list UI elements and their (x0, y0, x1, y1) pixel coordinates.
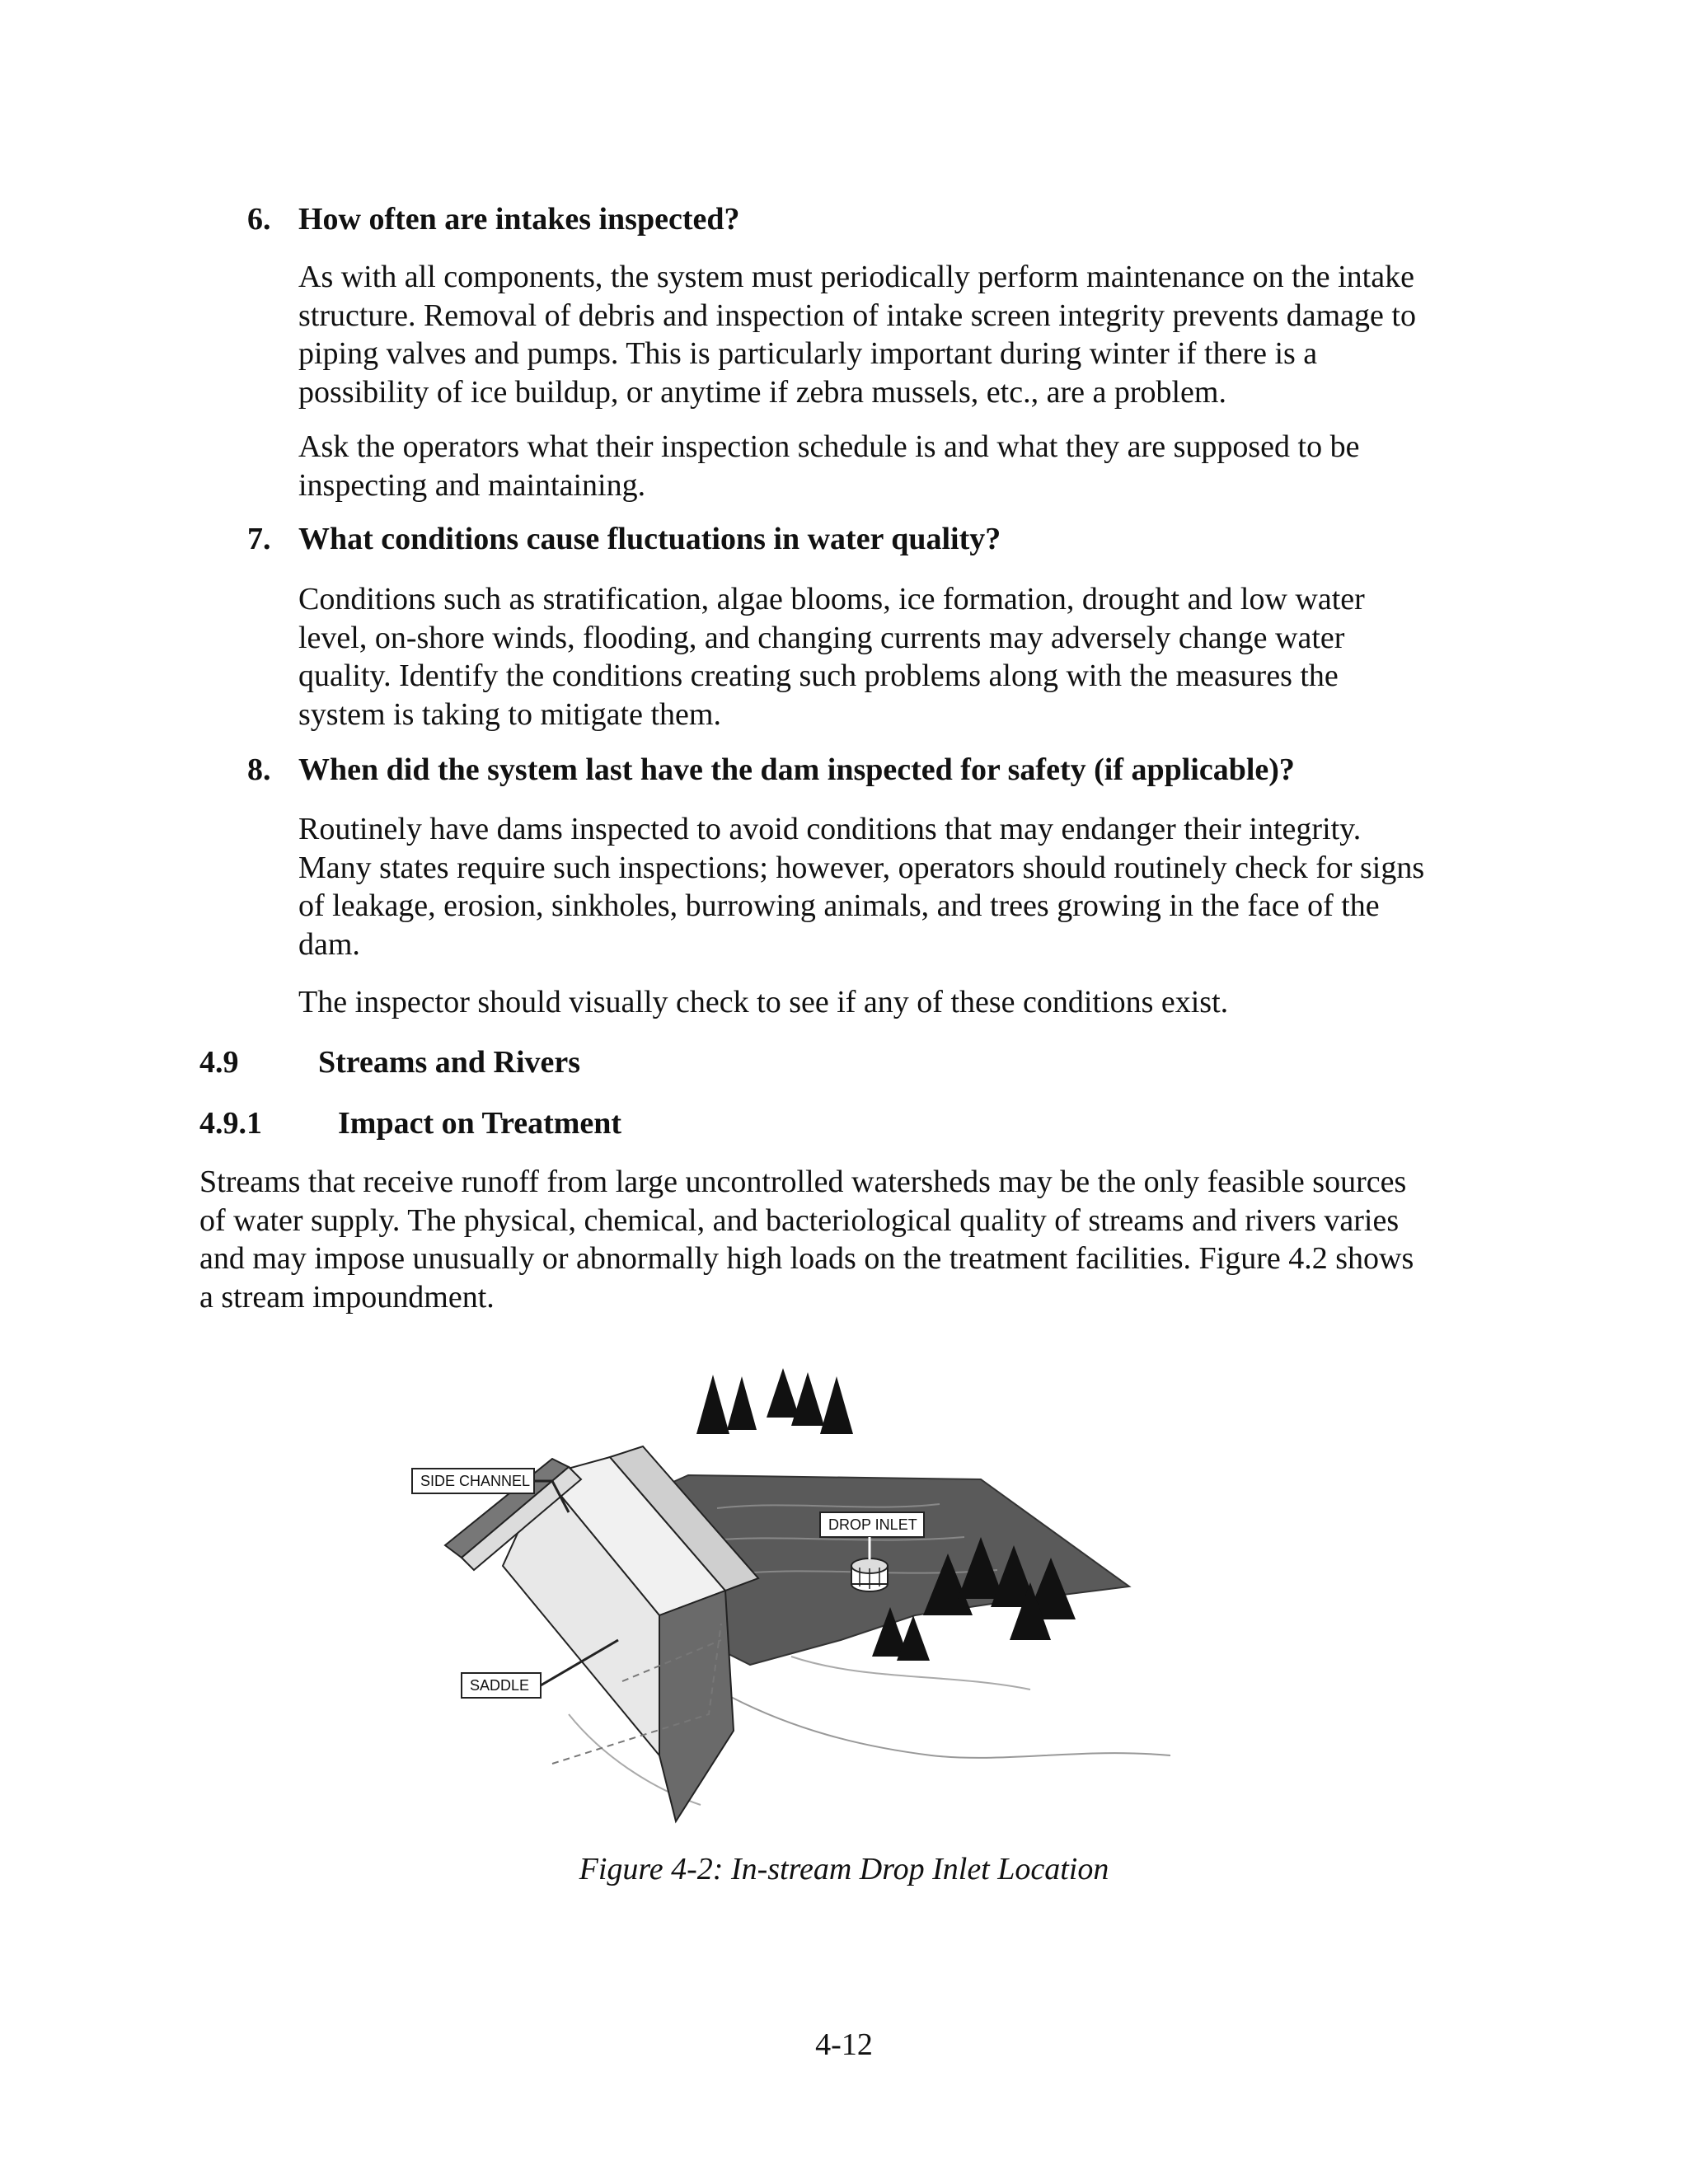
question-8-paragraph-2 (298, 983, 1502, 1022)
ground-contour (717, 1690, 1170, 1758)
text-line: level, on-shore winds, flooding, and changing currents may adversely change water (298, 620, 1345, 655)
text-line: The inspector should visually check to see if any of these conditions exist. (298, 985, 1229, 1019)
text-line: system is taking to mitigate them. (298, 696, 721, 732)
dam-face-right (659, 1591, 734, 1821)
saddle-label: SADDLE (470, 1677, 530, 1694)
section-title: Streams and Rivers (318, 1045, 581, 1080)
text-line: Streams that receive runoff from large uncontrolled watersheds may be the only feasible sources (199, 1165, 1407, 1199)
drop-inlet-structure (851, 1558, 888, 1591)
body-paragraph (199, 1163, 1518, 1316)
question-title: When did the system last have the dam inspected for safety (if applicable)? (298, 752, 1295, 787)
question-7-paragraph-1 (298, 580, 1502, 733)
question-number: 7. (247, 522, 271, 556)
text-line: possibility of ice buildup, or anytime if zebra mussels, etc., are a problem. (298, 374, 1226, 410)
dam-illustration (404, 1368, 1286, 1830)
text-line: quality. Identify the conditions creating such problems along with the measures the (298, 658, 1339, 693)
page-number: 4-12 (815, 2027, 873, 2062)
drop-inlet-label: DROP INLET (828, 1516, 917, 1533)
text-line: Routinely have dams inspected to avoid conditions that may endanger their integrity. (298, 812, 1362, 846)
text-line: structure. Removal of debris and inspection of intake screen integrity prevents damage to (298, 298, 1416, 333)
question-8-paragraph-1 (298, 810, 1502, 963)
figure-drop-inlet (404, 1368, 1286, 1830)
figure-caption: Figure 4-2: In-stream Drop Inlet Location (579, 1852, 1109, 1886)
question-number: 6. (247, 202, 271, 237)
subsection-title: Impact on Treatment (338, 1106, 622, 1141)
text-line: piping valves and pumps. This is particularly important during winter if there is a (298, 336, 1318, 371)
question-6-paragraph-1 (298, 258, 1502, 411)
text-line: Many states require such inspections; however, operators should routinely check for signs (298, 850, 1425, 885)
text-line: of water supply. The physical, chemical, and bacteriological quality of streams and rivers varies (199, 1202, 1400, 1238)
text-line: and may impose unusually or abnormally high loads on the treatment facilities. Figure 4.2 shows (199, 1241, 1414, 1276)
text-line: As with all components, the system must periodically perform maintenance on the intake (298, 260, 1414, 294)
text-line: Ask the operators what their inspection schedule is and what they are supposed to be (298, 429, 1360, 464)
text-line: inspecting and maintaining. (298, 467, 646, 503)
subsection-number: 4.9.1 (199, 1106, 262, 1141)
section-number: 4.9 (199, 1045, 239, 1080)
text-line: Conditions such as stratification, algae blooms, ice formation, drought and low water (298, 582, 1365, 616)
text-line: dam. (298, 926, 360, 962)
question-title: What conditions cause fluctuations in water quality? (298, 522, 1001, 556)
question-title: How often are intakes inspected? (298, 202, 740, 237)
ground-contour (791, 1657, 1030, 1690)
question-6-paragraph-2 (298, 428, 1502, 504)
side-channel-label: SIDE CHANNEL (420, 1473, 531, 1489)
text-line: a stream impoundment. (199, 1279, 495, 1315)
text-line: of leakage, erosion, sinkholes, burrowing animals, and trees growing in the face of the (298, 888, 1380, 923)
question-number: 8. (247, 752, 271, 787)
